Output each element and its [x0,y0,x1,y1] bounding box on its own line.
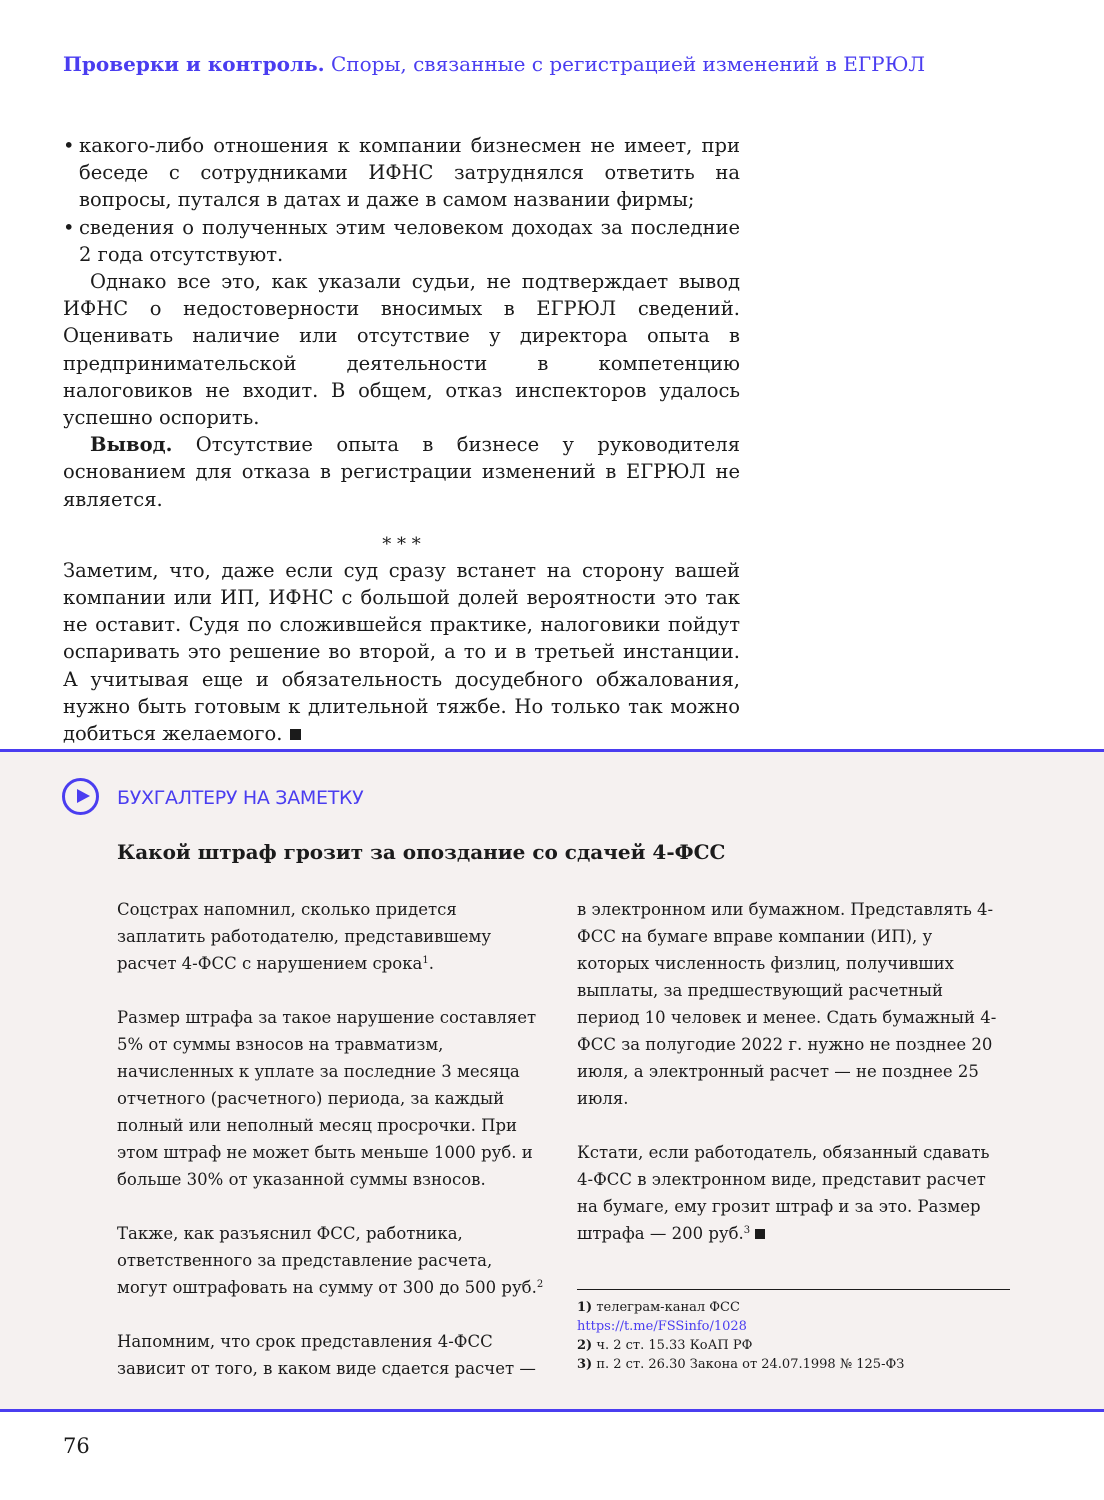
paragraph: Однако все это, как указали судьи, не подтверждает вывод ИФНС о недостоверности вносимых в ЕГРЮЛ сведений. Оценивать наличие или отсутствие у директора опыта в предпринимательской деятельности в компетенцию налоговиков не входит. В общем, отказ инспекторов удалось успешно оспорить. [63,270,740,430]
paragraph: в электронном или бумажном. Представлять 4-ФСС на бумаге вправе компании (ИП), у которых численность физлиц, получивших выплаты, за предшествующий расчетный период 10 человек и менее. Сдать бумажный 4-ФСС за полугодие 2022 г. нужно не позднее 20 июля, а электронный расчет — не позднее 25 июля. [577,900,997,1108]
header-section-title: Споры, связанные с регистрацией изменений в ЕГРЮЛ [331,52,926,76]
paragraph: Также, как разъяснил ФСС, работника, ответственного за представление расчета, могут оштрафовать на сумму от 300 до 500 руб.$^2$ [117,1224,544,1297]
bullet-item: • сведения о полученных этим человеком доходах за последние 2 года отсутствуют. [63,214,740,268]
box-column-right [577,896,1007,1274]
final-paragraph [63,557,740,747]
footnotes [577,1298,904,1374]
footnote-ref: 3 [743,1225,751,1236]
conclusion-paragraph [63,431,740,513]
box-column-left [117,896,547,1409]
section-separator: * * * [382,533,421,555]
paragraph: Напомним, что срок представления 4-ФСС зависит от того, в каком виде сдается расчет — [117,1332,536,1378]
final-paragraph-text: Заметим, что, даже если суд сразу встанет на сторону вашей компании или ИП, ИФНС с большой долей вероятности это так не оставит. Судя по сложившейся практике, налоговики пойдут оспаривать это решение во второй, а то и в третьей инстанции. А учитывая еще и обязательность досудебного обжалования, нужно быть готовым к длительной тяжбе. Но только так можно добиться желаемого. [63,558,740,746]
footnote-3: 3) п. 2 ст. 26.30 Закона от 24.07.1998 № 125-ФЗ [577,1357,905,1372]
paragraph: Размер штрафа за такое нарушение составляет 5% от суммы взносов на травматизм, начисленных к уплате за последние 3 месяца отчетного (расчетного) периода, за каждый полный или неполный месяц просрочки. При этом штраф не может быть меньше 1000 руб. и больше 30% от указанной суммы взносов. [117,1008,537,1189]
conclusion-label: Вывод. [90,433,173,457]
end-mark-icon [290,729,301,740]
play-circle-icon [62,778,99,815]
footnote-2: 2) ч. 2 ст. 15.33 КоАП РФ [577,1338,753,1353]
end-mark-icon [755,1229,765,1239]
paragraph: Соцстрах напомнил, сколько придется заплатить работодателю, представившему расчет 4-ФСС с нарушением срока$^1$. [117,900,492,973]
header-section-bold: Проверки и контроль. [63,52,325,76]
footnote-ref: 1 [422,955,429,966]
box-title: Какой штраф грозит за опоздание со сдачей 4-ФСС [117,840,726,864]
footnote-ref: 2 [536,1279,544,1290]
box-tag: БУХГАЛТЕРУ НА ЗАМЕТКУ [117,787,364,809]
page-number: 76 [63,1434,90,1458]
main-text [63,132,740,747]
paragraph: Кстати, если работодатель, обязанный сдавать 4-ФСС в электронном виде, представит расчет на бумаге, ему грозит штраф и за это. Размер штрафа — 200 руб.$^3$ [577,1143,990,1243]
conclusion-text: Отсутствие опыта в бизнесе у руководителя основанием для отказа в регистрации изменений в ЕГРЮЛ не является. [63,433,740,511]
footnote-1: 1) телеграм-канал ФСС [577,1300,740,1315]
footnote-link[interactable]: https://t.me/FSSinfo/1028 [577,1319,747,1334]
footnote-divider [577,1289,1010,1290]
running-header [63,52,925,76]
accountant-note-box [0,749,1104,1412]
bullet-item: • какого-либо отношения к компании бизнесмен не имеет, при беседе с сотрудниками ИФНС затруднялся ответить на вопросы, путался в датах и даже в самом названии фирмы; [63,132,740,214]
